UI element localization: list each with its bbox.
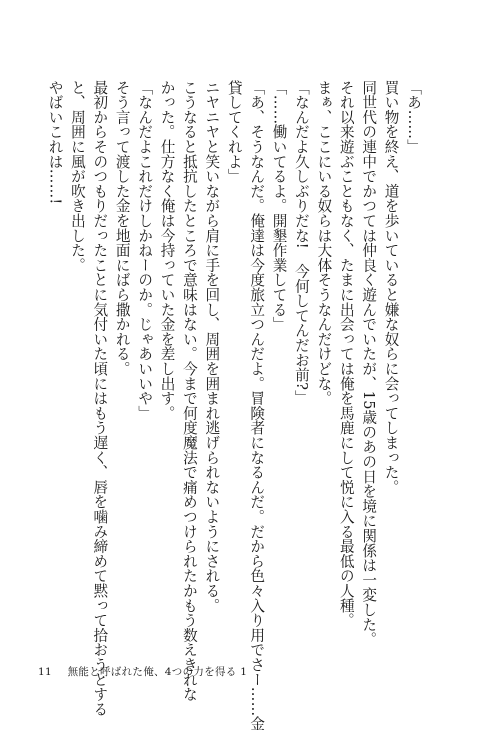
text-line: 最初からそのつもりだったことに気付いた頃にはもう遅く、唇を噛み締めて黙って拾おうとする [91,80,109,717]
text-line: やばいこれは……! [46,80,64,205]
text-line: 買い物を終え、道を歩いていると嫌な奴らに会ってしまった。 [382,80,400,495]
text-line: 同世代の連中でかつては仲良く遊んでいたが、15歳のあの日を境に関係は一変した。 [360,80,378,647]
text-line: 「あ……」 [405,80,422,154]
text-line: と、周囲に風が吹き出した。 [68,80,86,273]
text-line: こうなると抵抗したところで意味はない。今まで何度魔法で痛めつけられたかもう数えきれな [180,80,198,702]
page-number: 11 [38,666,52,678]
text-line: ニヤニヤと笑いながら肩に手を回し、周囲を囲まれ逃げられないようにされる。 [203,80,221,613]
text-line: それ以来遊ぶこともなく、たまに出会っては俺を馬鹿にして悦に入る最低の人種。 [337,80,355,628]
text-line: そう言って渡した金を地面にばら撒かれる。 [113,80,131,376]
text-line: 「なんだよこれだけしかねーのか。じゃあいいや」 [136,80,154,421]
text-line: 貸してくれよ」 [225,80,243,184]
text-line: まぁ、ここにいる奴らは大体そうなんだけどな。 [315,80,333,406]
text-line: 「なんだよ久しぶりだな! 今何してんだお前?」 [292,80,310,405]
book-title: 無能と呼ばれた俺、4つの力を得る 1 [67,666,248,678]
text-line: 「……働いてるよ。開墾作業してる」 [270,80,288,332]
text-line: かった。仕方なく俺は今持っていた金を差し出す。 [158,80,176,421]
page-footer [38,664,247,679]
text-line: 「あ、そうなんだ。俺達は今度旅立つんだよ。冒険者になるんだ。だから色々入り用でさー……金 [248,80,266,731]
